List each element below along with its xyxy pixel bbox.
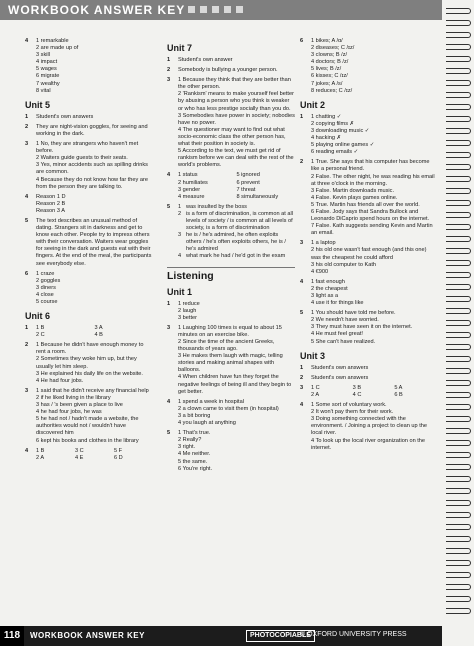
exercise <box>167 57 295 64</box>
answer-cell: 2 humiliates <box>178 179 208 186</box>
spiral-coil <box>446 440 471 446</box>
unit-heading: Unit 7 <box>167 43 193 53</box>
exercise-number: 4 <box>300 278 304 285</box>
spiral-coil <box>446 176 471 182</box>
header-square <box>236 6 243 13</box>
answer-cell: 4 C <box>352 391 362 398</box>
exercise-number: 4 <box>167 172 171 179</box>
answer-line: Reason 1 D <box>36 193 66 200</box>
spiral-coil <box>446 248 471 254</box>
answer-line: Student's own answers <box>36 113 94 120</box>
spiral-coil <box>446 572 471 578</box>
exercise <box>167 204 295 261</box>
exercise-number: 3 <box>25 141 29 148</box>
exercise <box>300 375 436 382</box>
answer-line: 4 Me neither. <box>178 451 211 458</box>
exercise <box>167 301 295 322</box>
spiral-coil <box>446 296 471 302</box>
exercise-number: 3 <box>25 387 29 394</box>
spiral-coil <box>446 116 471 122</box>
spiral-coil <box>446 500 471 506</box>
exercise-number: 5 <box>300 310 304 317</box>
exercise-answers <box>311 375 436 382</box>
answer-cell: 5 ignored <box>236 172 260 179</box>
answer-line: 6 False. Jody says that Sandra Bullock and Leonardo DiCaprio spend hours on the internet. <box>311 208 430 223</box>
answer-line <box>178 232 295 253</box>
answer-line: 4 close <box>36 291 54 298</box>
answer-index: 3 <box>178 232 182 239</box>
answer-cell: 2 A <box>311 391 320 398</box>
exercise <box>25 194 153 215</box>
answer-line: 8 vital <box>36 87 51 94</box>
answer-line: 1 reduce <box>178 300 200 307</box>
exercise-number: 5 <box>167 430 171 437</box>
exercise-number: 5 <box>25 217 29 224</box>
exercise-answers <box>311 365 436 372</box>
spiral-coil <box>446 416 471 422</box>
answer-grid <box>311 385 436 399</box>
header-square <box>224 6 231 13</box>
answer-line: Reason 3 A <box>36 207 65 214</box>
exercise-number: 2 <box>300 159 304 166</box>
exercise <box>300 279 436 307</box>
answer-line: 4 He must feel great! <box>311 331 363 338</box>
answer-line: 4 False. Kevin plays games online. <box>311 194 398 201</box>
exercise-number: 1 <box>25 325 29 332</box>
answer-grid <box>178 172 295 200</box>
spiral-coil <box>446 404 471 410</box>
spiral-coil <box>446 140 471 146</box>
answer-line: Student's own answers <box>311 364 369 371</box>
answer-line: 4 He had four jobs. <box>36 377 84 384</box>
exercise <box>25 448 153 462</box>
exercise <box>167 399 295 427</box>
spiral-coil <box>446 608 471 614</box>
answer-line: 2 diseases; C /ɪz/ <box>311 45 355 52</box>
spiral-coil <box>446 476 471 482</box>
answer-cell: 2 A <box>36 454 45 461</box>
exercise-answers <box>36 388 153 445</box>
exercise-answers <box>36 342 153 385</box>
answer-line: Student's own answer <box>178 57 233 63</box>
answer-index: 1 <box>178 203 182 210</box>
header-square <box>212 6 219 13</box>
exercise-answers <box>178 204 295 261</box>
spiral-coil <box>446 164 471 170</box>
exercise-number: 1 <box>300 364 304 371</box>
answer-line: 1 craze <box>36 270 55 277</box>
answer-line: 2 Since the time of the ancient Greeks, thousands of years ago. <box>178 339 275 353</box>
exercise <box>25 388 153 445</box>
spiral-coil <box>446 392 471 398</box>
footer-title: WORKBOOK ANSWER KEY <box>30 631 145 640</box>
photocopiable-badge: PHOTOCOPIABLE <box>246 630 315 642</box>
spiral-coil <box>446 260 471 266</box>
answer-line: 7 wealthy <box>36 80 60 87</box>
answer-line: 1 No, they are strangers who haven't met before. <box>36 141 139 155</box>
exercise <box>25 325 153 339</box>
answer-line: 1 fast enough <box>311 278 345 285</box>
header-square <box>200 6 207 13</box>
header-title: WORKBOOK ANSWER KEY <box>8 3 186 17</box>
spiral-coil <box>446 188 471 194</box>
answer-cell: 8 simultaneously <box>236 193 279 200</box>
answer-cell: 6 D <box>114 454 123 461</box>
answer-line: 7 jokes; A /s/ <box>311 80 343 87</box>
answer-line: 4 Because they do not know how far they are from the person they are talking to. <box>36 176 148 190</box>
answer-line: 7 False. Kath suggests sending Kevin and Martin an email. <box>311 223 433 237</box>
header-bar <box>0 0 442 20</box>
answer-line: 3 skill <box>36 52 50 59</box>
answer-cell: 1 B <box>36 447 45 454</box>
spiral-coil <box>446 236 471 242</box>
answer-line: 6 migrate <box>36 73 60 80</box>
spiral-coil <box>446 284 471 290</box>
answer-line: 3 Somebodies have power in society; nobodies have no power. <box>178 112 295 126</box>
exercise-answers <box>311 402 436 452</box>
exercise-number: 4 <box>300 402 304 409</box>
exercise-number: 1 <box>25 113 29 120</box>
answer-line: 5 course <box>36 299 58 305</box>
answer-cell: 7 threat <box>236 186 256 193</box>
answer-line: 3 a bit boring <box>178 412 211 419</box>
spiral-coil <box>446 512 471 518</box>
exercise <box>167 77 295 169</box>
answer-text: he is / he's admired, he often exploits others / he's often exploits others, he is / he's admired <box>186 232 286 253</box>
spiral-coil <box>446 152 471 158</box>
footer-bar <box>0 626 442 646</box>
exercise <box>167 325 295 396</box>
spiral-coil <box>446 104 471 110</box>
exercise-number: 6 <box>25 270 29 277</box>
answer-cell: 2 C <box>36 332 45 339</box>
answer-text: is a form of discrimination, is common at all levels of society / is common at all levels of society, is a form of discrimination <box>186 210 293 232</box>
answer-line: 1 True. She says that his computer has become like a personal friend. <box>311 159 430 173</box>
exercise-answers <box>178 325 295 396</box>
exercise-answers <box>311 279 436 307</box>
answer-line: 2 if he liked living in the library <box>36 394 111 401</box>
exercise-number: 2 <box>25 342 29 349</box>
exercise-answers <box>178 301 295 322</box>
answer-line <box>178 211 295 232</box>
answer-line: 2 It won't pay them for their work. <box>311 409 394 416</box>
answer-line: 5 wages <box>36 66 57 73</box>
answer-line: 2 the cheapest <box>311 285 348 292</box>
spiral-coil <box>446 44 471 50</box>
answer-line: 4 hacking ✗ <box>311 135 342 142</box>
exercise <box>300 310 436 345</box>
answer-line <box>178 204 295 211</box>
exercise-answers <box>36 114 153 121</box>
answer-line: 3 light as a <box>311 293 339 299</box>
column-2 <box>167 38 295 476</box>
exercise-number: 4 <box>25 447 29 454</box>
exercise <box>25 271 153 306</box>
exercise-answers <box>36 38 153 95</box>
exercise-answers <box>311 159 436 237</box>
answer-line: 4 To look up the local river organization on the internet. <box>311 437 426 451</box>
spiral-coil <box>446 428 471 434</box>
unit-heading: Unit 1 <box>167 286 193 297</box>
exercise <box>300 365 436 372</box>
exercise-answers <box>36 194 153 215</box>
exercise <box>25 114 153 121</box>
exercise-answers <box>311 38 436 95</box>
answer-line: 5 lives; B /z/ <box>311 66 342 73</box>
answer-line: 2 'Rankism' means to make yourself feel better by abusing a person who you think is weaker or who has less prestige socially than you do. <box>178 91 294 112</box>
answer-line: 3 They must have seen it on the internet. <box>311 324 413 331</box>
answer-line: 3 diners <box>36 284 56 291</box>
exercise-number: 2 <box>300 374 304 381</box>
spiral-coil <box>446 8 471 14</box>
exercise-answers <box>311 114 436 157</box>
exercise <box>300 240 436 275</box>
answer-cell: 3 C <box>75 447 84 454</box>
exercise-answers <box>311 240 436 275</box>
answer-line: 4 €900 <box>311 268 329 275</box>
answer-cell: 1 B <box>36 325 45 332</box>
answer-line: 6 kept his books and clothes in the library <box>36 437 139 444</box>
answer-line: 3 Doing something connected with the environment. / Joining a project to clean up the local river. <box>311 416 427 437</box>
exercise <box>25 141 153 191</box>
answer-line: 3 has / 's been given a place to live <box>36 402 123 409</box>
exercise <box>25 124 153 138</box>
exercise <box>300 385 436 399</box>
spiral-coil <box>446 80 471 86</box>
exercise-number: 1 <box>300 113 304 120</box>
spiral-coil <box>446 452 471 458</box>
answer-line: 1 chatting ✓ <box>311 113 342 120</box>
answer-cell: 5 F <box>114 447 123 454</box>
spiral-coil <box>446 320 471 326</box>
spiral-coil <box>446 308 471 314</box>
exercise <box>167 67 295 74</box>
answer-line: 2 Sometimes they woke him up, but they usually let him sleep. <box>36 356 137 370</box>
exercise-answers <box>178 399 295 427</box>
exercise-answers <box>311 310 436 345</box>
exercise-number: 1 <box>167 300 171 307</box>
answer-line: 2 laugh <box>178 307 197 314</box>
exercise <box>300 114 436 157</box>
answer-line: 2 are made up of <box>36 45 79 52</box>
exercise <box>25 342 153 385</box>
answer-line: 3 his old computer to Kath <box>311 261 376 268</box>
exercise-number: 4 <box>25 193 29 200</box>
exercise-number: 3 <box>167 77 171 84</box>
answer-line: 3 He explained his daily life on the website. <box>36 370 143 377</box>
answer-line: 4 When children have fun they forget the negative feelings of being ill and they begin to get better. <box>178 374 292 395</box>
answer-line: 4 doctors; B /z/ <box>311 59 349 66</box>
answer-cell: 4 measure <box>178 193 205 200</box>
answer-line: 5 True. Martin has friends all over the world. <box>311 201 420 208</box>
spiral-coil <box>446 68 471 74</box>
answer-line: 2 goggles <box>36 277 61 284</box>
answer-line: 2 a clown came to visit them (in hospital) <box>178 405 279 412</box>
answer-line: Reason 2 B <box>36 200 66 207</box>
answer-cell: 4 B <box>94 332 103 339</box>
exercise <box>167 172 295 200</box>
answer-line: 1 Laughing 100 times is equal to about 15 minutes on an exercise bike. <box>178 324 282 338</box>
exercise-answers <box>178 430 295 473</box>
spiral-coil <box>446 596 471 602</box>
answer-line: 1 said that he didn't receive any financial help <box>36 387 149 394</box>
answer-text: what mark he had / he'd got in the exam <box>186 253 286 260</box>
answer-line: 3 Yes, minor accidents such as spilling drinks are common. <box>36 162 148 176</box>
spiral-coil <box>446 380 471 386</box>
spiral-coil <box>446 200 471 206</box>
answer-line: 5 She can't have realized. <box>311 338 376 345</box>
exercise-number: 5 <box>167 203 171 210</box>
answer-grid <box>36 325 153 339</box>
spiral-binding <box>444 0 474 646</box>
answer-cell: 3 A <box>94 325 103 332</box>
answer-line <box>178 253 295 260</box>
exercise <box>167 430 295 473</box>
answer-cell: 1 status <box>178 172 198 179</box>
answer-line: Student's own answers <box>311 374 369 381</box>
column-3 <box>300 38 436 455</box>
answer-line: 1 That's true. <box>178 430 211 437</box>
spiral-coil <box>446 224 471 230</box>
header-square <box>188 6 195 13</box>
unit-heading: Unit 3 <box>300 350 326 361</box>
answer-line: 4 The questioner may want to find out what socio-economic class the other person has, what their position in society is. <box>178 126 286 148</box>
answer-line: 5 According to the text, we must get rid of rankism before we can deal with the rest of the world's problems. <box>178 148 294 169</box>
answer-line: 8 reduces; C /ɪz/ <box>311 87 353 94</box>
answer-line: The text describes an unusual method of dating. Strangers sit in darkness and get to know each other. People try to impress others with their conversation. Waiters wear goggles for seeing in the dark and guests eat with their fingers. At the end of the meal, the participants see everybody else. <box>36 217 152 267</box>
unit-heading: Unit 6 <box>25 311 51 322</box>
answer-line: 1 Because they think that they are better than the other person. <box>178 77 291 91</box>
spiral-coil <box>446 548 471 554</box>
unit-heading: Listening <box>167 267 295 282</box>
exercise <box>300 38 436 95</box>
answer-cell: 3 B <box>352 384 362 391</box>
exercise <box>25 38 153 95</box>
answer-cell: 4 E <box>75 454 84 461</box>
answer-line: 1 a laptop <box>311 240 336 247</box>
answer-line: 4 impact <box>36 59 58 66</box>
spiral-coil <box>446 92 471 98</box>
answer-line: 1 bikes; A /ɑ/ <box>311 38 343 44</box>
answer-line: 2 Waiters guide guests to their seats. <box>36 155 128 162</box>
exercise-number: 2 <box>25 123 29 130</box>
spiral-coil <box>446 32 471 38</box>
page-number: 118 <box>0 626 24 646</box>
answer-cell: 1 C <box>311 384 320 391</box>
exercise <box>300 159 436 237</box>
exercise <box>25 218 153 268</box>
answer-line: 1 spend a week in hospital <box>178 398 244 405</box>
answer-line: 2 We needn't have worried. <box>311 317 379 324</box>
answer-line: 6 kisses; C /ɪz/ <box>311 73 348 80</box>
exercise-number: 6 <box>300 38 304 44</box>
answer-cell: 6 B <box>394 391 403 398</box>
spiral-coil <box>446 464 471 470</box>
answer-line: 3 better <box>178 314 197 321</box>
answer-line: 5 he had not / hadn't made a website, the authorities would not / wouldn't have discovered him <box>36 416 139 437</box>
exercise-answers <box>36 124 153 138</box>
exercise-answers <box>36 218 153 268</box>
answer-line: 1 Because he didn't have enough money to rent a room. <box>36 342 144 356</box>
spiral-coil <box>446 584 471 590</box>
exercise-answers <box>178 77 295 169</box>
exercise-answers <box>178 57 295 64</box>
exercise-number: 3 <box>300 240 304 247</box>
answer-line: They are night-vision goggles, for seeing and working in the dark. <box>36 123 148 137</box>
publisher-credit: © OXFORD UNIVERSITY PRESS <box>300 631 407 638</box>
spiral-coil <box>446 20 471 26</box>
answer-line: 4 use it for things like <box>311 300 364 307</box>
exercise-number: 2 <box>167 67 171 74</box>
unit-heading: Unit 5 <box>25 99 51 110</box>
answer-line: 3 downloading music ✓ <box>311 127 370 134</box>
spiral-coil <box>446 212 471 218</box>
spiral-coil <box>446 536 471 542</box>
answer-line: 2 his old one wasn't fast enough (and this one) was the cheapest he could afford <box>311 247 427 261</box>
answer-grid <box>36 448 153 462</box>
spiral-coil <box>446 56 471 62</box>
answer-line: 1 Some sort of voluntary work. <box>311 402 387 409</box>
exercise-answers <box>178 67 295 74</box>
exercise-answers <box>36 141 153 191</box>
exercise-number: 3 <box>167 324 171 331</box>
answer-index: 4 <box>178 253 182 260</box>
answer-cell: 5 A <box>394 384 403 391</box>
answer-line: 5 the same. <box>178 458 208 465</box>
answer-line: 3 clowns; B /z/ <box>311 52 348 59</box>
answer-cell: 3 gender <box>178 186 201 193</box>
answer-line: 4 he had four jobs, he was <box>36 409 102 416</box>
spiral-coil <box>446 272 471 278</box>
unit-heading: Unit 2 <box>300 99 326 110</box>
spiral-coil <box>446 368 471 374</box>
exercise-number: 3 <box>300 384 304 391</box>
answer-line: 6 reading emails ✓ <box>311 149 359 156</box>
answer-index: 2 <box>178 210 182 217</box>
exercise-number: 4 <box>167 398 171 405</box>
answer-line: 2 Really? <box>178 437 202 444</box>
answer-line: 3 False. Martin downloads music. <box>311 187 395 194</box>
exercise-answers <box>36 271 153 306</box>
answer-line: 2 copying films ✗ <box>311 120 355 127</box>
answer-line: 1 You should have told me before. <box>311 310 396 317</box>
answer-line: 2 False. The other night, he was reading his email at three o'clock in the morning. <box>311 173 435 187</box>
spiral-coil <box>446 560 471 566</box>
spiral-coil <box>446 332 471 338</box>
exercise-number: 4 <box>25 38 29 44</box>
answer-line: Somebody is bullying a younger person. <box>178 67 278 74</box>
answer-text: was insulted by the boss <box>186 203 247 210</box>
answer-line: 3 right. <box>178 444 196 451</box>
answer-line: 1 remarkable <box>36 38 69 44</box>
exercise-number: 1 <box>167 57 171 63</box>
answer-line: 6 You're right. <box>178 465 213 472</box>
spiral-coil <box>446 128 471 134</box>
answer-line: 3 He makes them laugh with magic, telling stories and making animal shapes with balloons. <box>178 353 283 374</box>
answer-line: 4 you laugh at anything <box>178 420 236 427</box>
answer-line: 5 playing online games ✓ <box>311 142 375 149</box>
spiral-coil <box>446 524 471 530</box>
answer-cell: 6 prevent <box>236 179 260 186</box>
spiral-coil <box>446 488 471 494</box>
spiral-coil <box>446 344 471 350</box>
spiral-coil <box>446 356 471 362</box>
exercise <box>300 402 436 452</box>
column-1 <box>25 38 153 465</box>
